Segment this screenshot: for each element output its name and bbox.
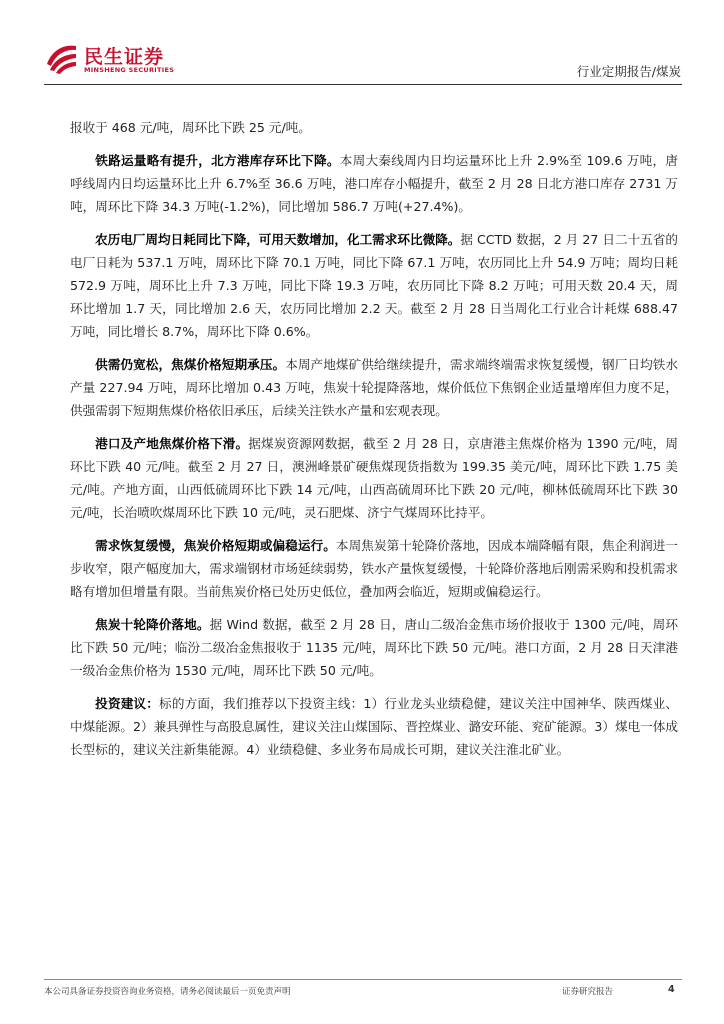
paragraph-heading: 需求恢复缓慢，焦炭价格短期或偏稳运行。 [95,538,336,553]
paragraph-heading: 投资建议： [95,696,160,711]
paragraph-heading: 铁路运量略有提升，北方港库存环比下降。 [95,153,340,168]
paragraph [70,149,678,218]
paragraph-text: 据 CCTD 数据，2 月 27 日二十五省的电厂日耗为 537.1 万吨，周环比下降 70.1 万吨，同比下降 67.1 万吨，农历同比上升 54.9 万吨；周均日耗 572.9 万吨，周环比上升 7.3 万吨，同比下降 19.3 万吨，农历同比下降 8.2 万吨；可用天数 20.4 天，周环比增加 1.7 天，同比增加 2.6 天，农历同比增加 2.2 天。截至 2 月 28 日当周化工行业合计耗煤 688.47 万吨，同比增长 8.7%，周环比下降 0.6%。 [70,232,679,339]
paragraph [70,353,678,422]
footer-report-label: 证券研究报告 [562,987,614,997]
header-divider [44,84,682,85]
paragraph [70,228,678,343]
logo-english-name: MINSHENG SECURITIES [84,66,175,74]
paragraph-text: 据煤炭资源网数据，截至 2 月 28 日，京唐港主焦煤价格为 1390 元/吨，周环比下跌 40 元/吨。截至 2 月 27 日，澳洲峰景矿硬焦煤现货指数为 199.35 美元/吨，周环比下跌 1.75 美元/吨。产地方面，山西低硫周环比下跌 14 元/吨，山西高硫周环比下跌 20 元/吨，柳林低硫周环比下跌 30 元/吨，长治喷吹煤周环比下跌 10 元/吨，灵石肥煤、济宁气煤周环比持平。 [70,436,679,520]
paragraph [70,613,678,682]
paragraph-text: 据 Wind 数据，截至 2 月 28 日，唐山二级冶金焦市场价报收于 1300 元/吨，周环比下跌 50 元/吨；临汾二级冶金焦报收于 1135 元/吨，周环比下跌 50 元/吨。港口方面，2 月 28 日天津港一级冶金焦价格为 1530 元/吨，周环比下跌 50 元/吨。 [70,617,678,678]
page-number: 4 [668,984,675,995]
paragraph [70,692,678,761]
paragraph-text: 本周大秦线周内日均运量环比上升 2.9%至 109.6 万吨，唐呼线周内日均运量环比上升 6.7%至 36.6 万吨，港口库存小幅提升，截至 2 月 28 日北方港口库存 2731 万吨，周环比下降 34.3 万吨(-1.2%)，同比增加 586.7 万吨(+27.4%)。 [70,153,679,214]
paragraph-text: 本周产地煤矿供给继续提升，需求端终端需求恢复缓慢，钢厂日均铁水产量 227.94 万吨，周环比增加 0.43 万吨，焦炭十轮提降落地，煤价低位下焦钢企业适量增库但力度不足，供强需弱下短期焦煤价格依旧承压，后续关注铁水产量和宏观表现。 [70,357,679,418]
paragraph-text: 标的方面，我们推荐以下投资主线：1）行业龙头业绩稳健，建议关注中国神华、陕西煤业、中煤能源。2）兼具弹性与高股息属性，建议关注山煤国际、晋控煤业、潞安环能、兖矿能源。3）煤电一体成长型标的，建议关注新集能源。4）业绩稳健、多业务布局成长可期，建议关注淮北矿业。 [70,696,678,757]
paragraph-heading: 农历电厂周均日耗同比下降，可用天数增加，化工需求环比微降。 [95,232,461,247]
report-type-label: 行业定期报告/煤炭 [576,64,681,79]
logo-chinese-name: 民生证券 [84,46,165,68]
paragraph [70,116,678,139]
page-header [0,0,724,86]
report-body [70,116,678,771]
paragraph-heading: 供需仍宽松，焦煤价格短期承压。 [95,357,286,372]
paragraph [70,432,678,524]
footer-disclaimer: 本公司具备证券投资咨询业务资格，请务必阅读最后一页免责声明 [44,987,291,997]
minsheng-logo-icon [44,40,78,74]
footer-divider [44,979,682,980]
paragraph [70,534,678,603]
paragraph-text: 本周焦炭第十轮降价落地，因成本端降幅有限，焦企利润进一步收窄，限产幅度加大，需求端钢材市场延续弱势，铁水产量恢复缓慢，十轮降价落地后刚需采购和投机需求略有增加但增量有限。当前焦炭价格已处历史低位，叠加两会临近，短期或偏稳运行。 [70,538,679,599]
paragraph-heading: 焦炭十轮降价落地。 [95,617,210,632]
company-logo [44,40,176,78]
paragraph-heading: 港口及产地焦煤价格下滑。 [95,436,249,451]
paragraph-text: 报收于 468 元/吨，周环比下跌 25 元/吨。 [70,120,311,135]
